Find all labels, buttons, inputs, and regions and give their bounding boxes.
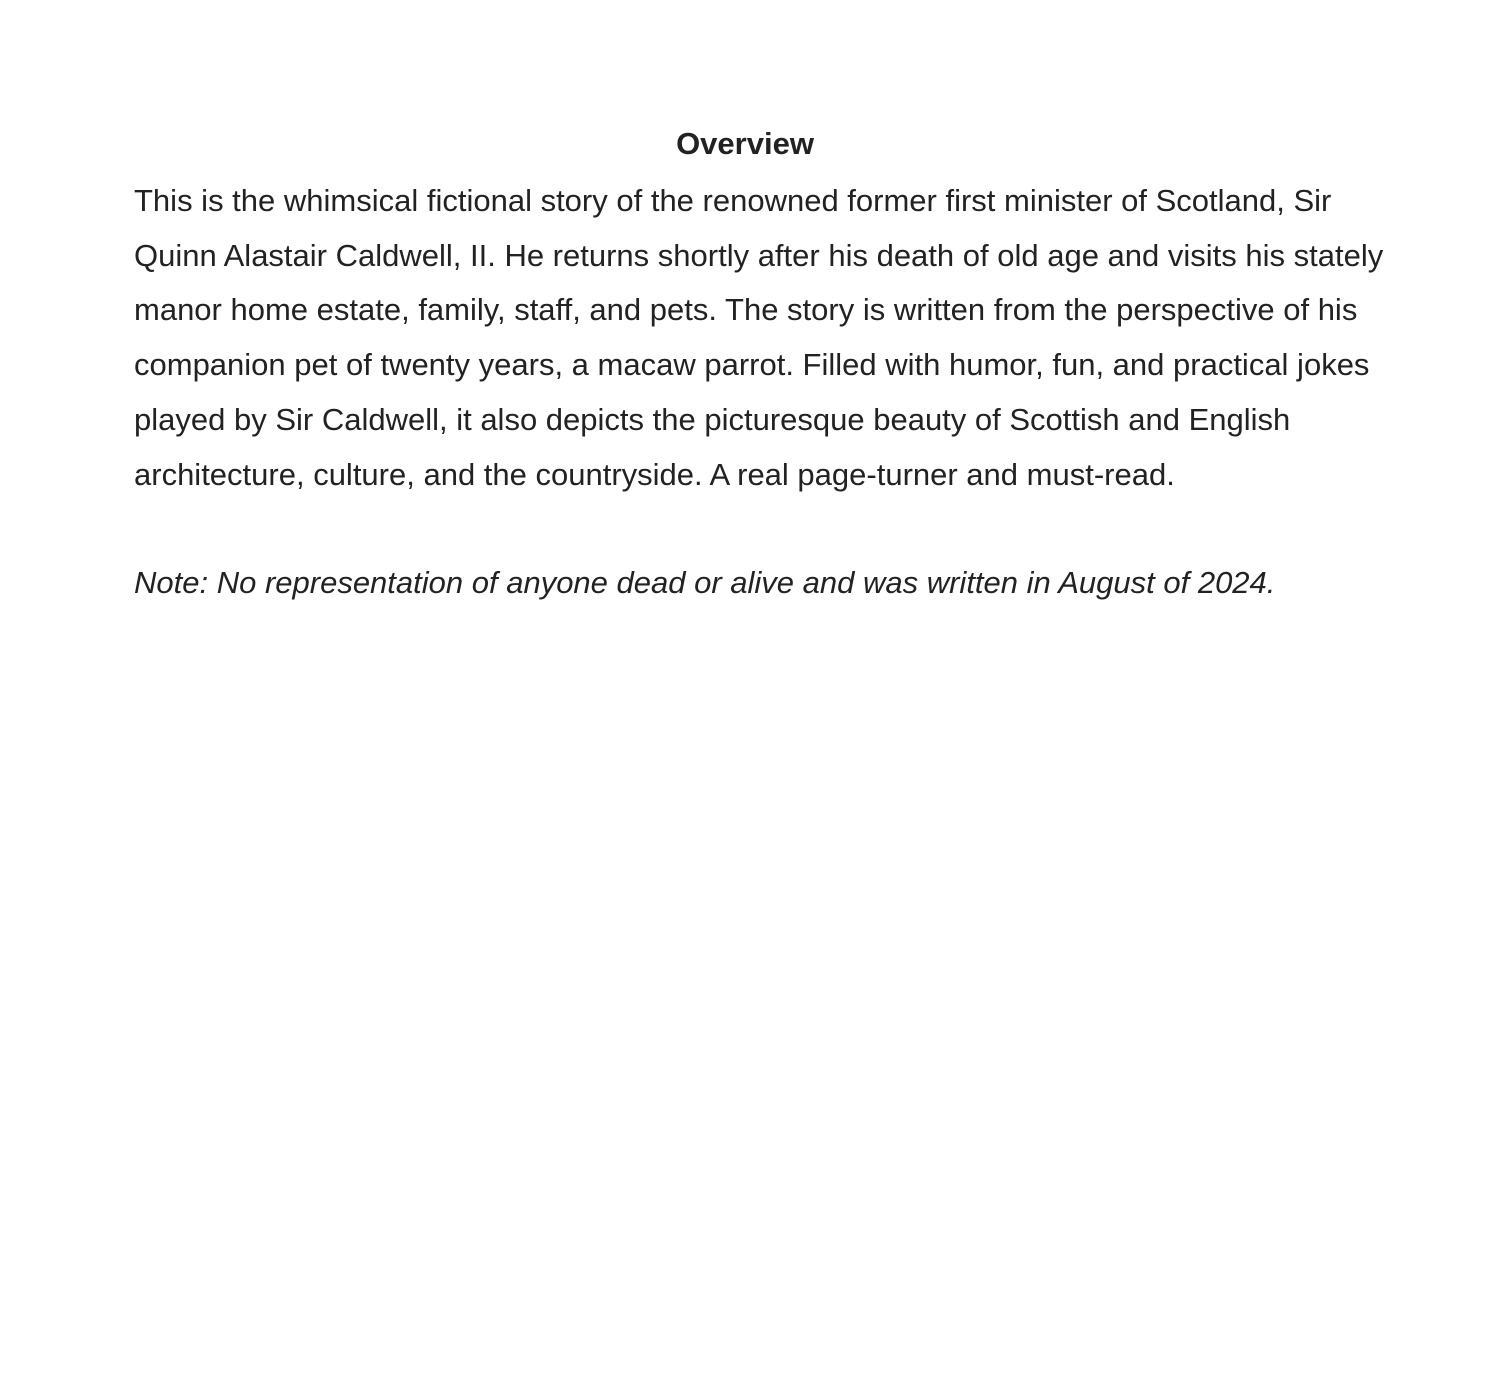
title-container [134, 122, 1370, 166]
note-paragraph: Note: No representation of anyone dead or alive and was written in August of 2024. [134, 565, 1276, 601]
overview-paragraph: This is the whimsical fictional story of the renowned former first minister of Scotland, Sir Quinn Alastair Caldwell, II. He returns shortly after his death of old age and visits his stately manor home estate, family, staff, and pets. The story is written from the perspective of his companion pet of twenty years, a macaw parrot. Filled with humor, fun, and practical jokes played by Sir Caldwell, it also depicts the picturesque beauty of Scottish and English architecture, culture, and the countryside. A real page-turner and must-read. [134, 183, 1384, 492]
page-title: Overview [676, 126, 814, 161]
document-content [134, 122, 1384, 611]
